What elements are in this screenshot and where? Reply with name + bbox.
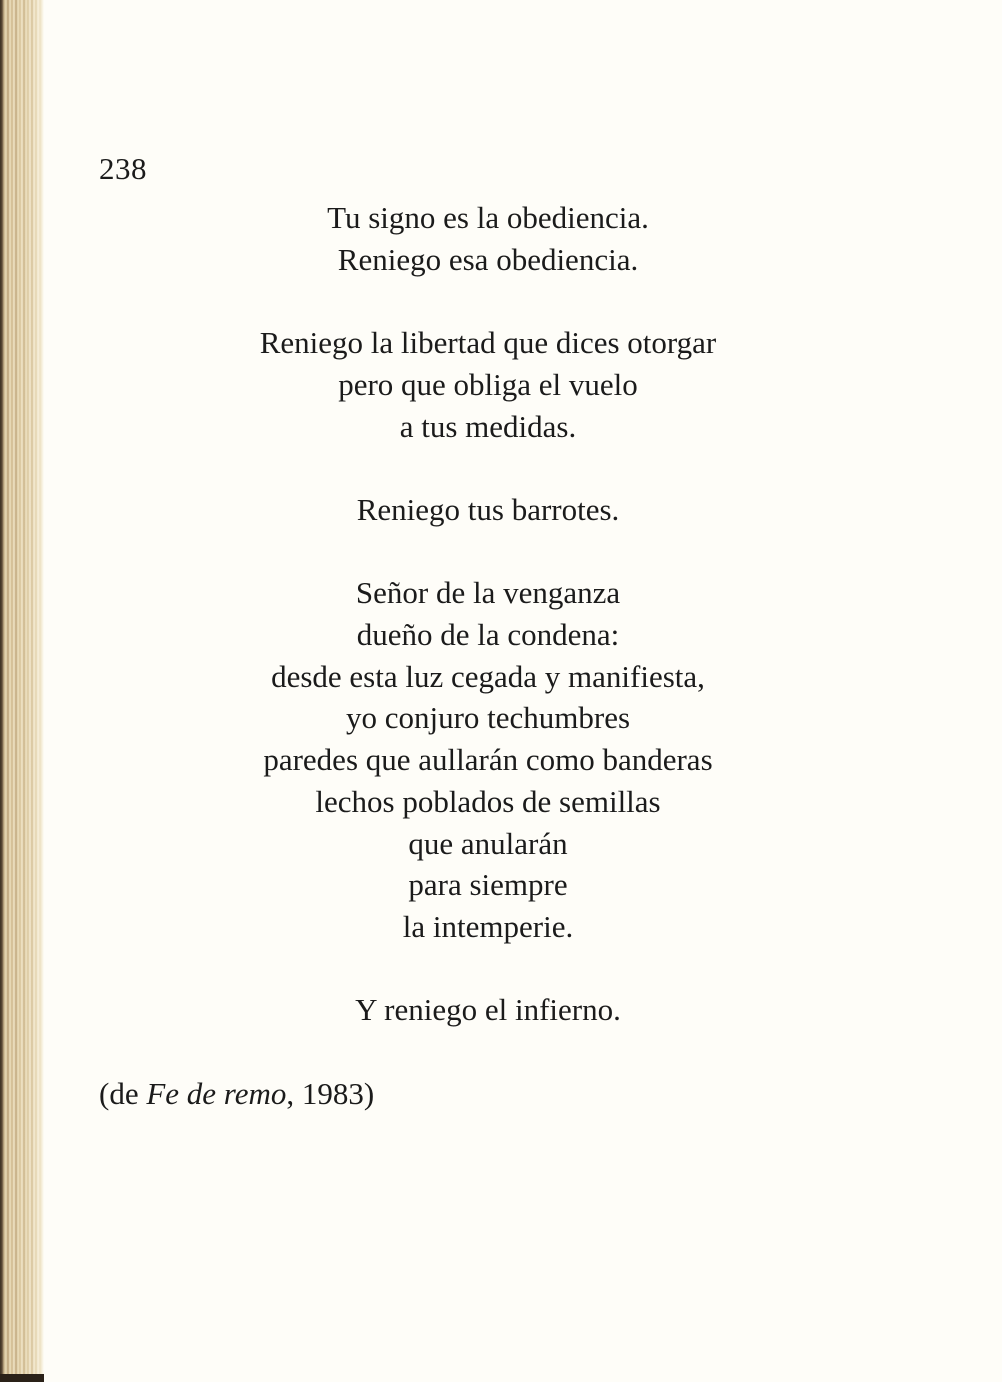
poem-line: que anularán [408,825,568,861]
poem-line: pero que obliga el vuelo [338,366,638,402]
poem [150,197,826,1031]
poem-line: Señor de la venganza [355,575,621,611]
book-binding-edge [0,0,44,1382]
poem-line: desde esta luz cegada y manifiesta, [271,658,705,694]
stanza-break [150,531,826,573]
page-number: 238 [99,151,147,186]
stanza-break [150,447,826,489]
poem-line: para siempre [408,867,568,903]
poem-line: la intemperie. [402,908,574,944]
stanza-break [150,948,826,990]
poem-line: Reniego tus barrotes. [356,491,620,527]
source-book-title: Fe de remo [146,1076,287,1111]
poem-line: Reniego la libertad que dices otorgar [259,325,717,361]
source-prefix: (de [99,1076,147,1111]
poem-line: a tus medidas. [399,408,577,444]
poem-line: Tu signo es la obediencia. [327,200,649,235]
stanza-break [150,280,826,322]
poem-line: yo conjuro techumbres [345,700,631,736]
source-citation [99,1073,374,1115]
poem-line: paredes que aullarán como banderas [263,742,713,778]
poem-line: dueño de la condena: [356,616,620,652]
poem-line: lechos poblados de semillas [315,783,661,819]
binding-shadow [0,1374,44,1382]
poem-line: Reniego esa obediencia. [337,241,639,277]
source-suffix: , 1983) [286,1076,375,1111]
poem-line: Y reniego el infierno. [355,992,621,1028]
